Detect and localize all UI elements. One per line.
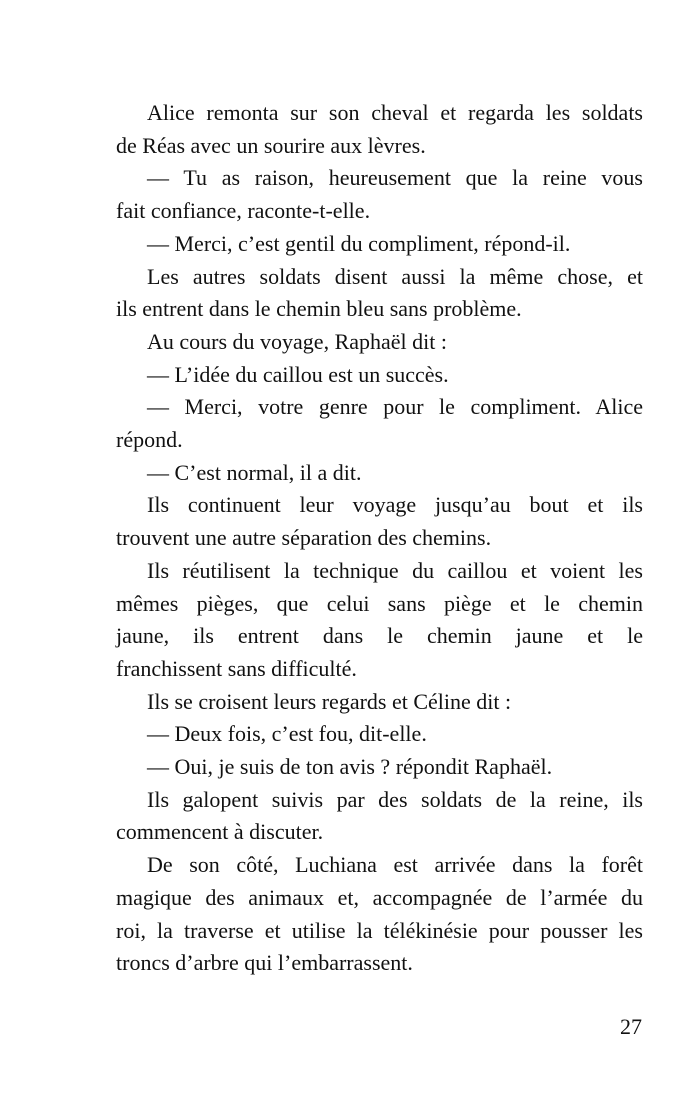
paragraph — [116, 489, 643, 554]
text-line: fait confiance, raconte-t-elle. — [116, 198, 371, 224]
text-line: trouvent une autre séparation des chemins. — [116, 525, 492, 551]
page-body-text — [116, 97, 643, 980]
paragraph — [116, 784, 643, 849]
text-line: — Merci, votre genre pour le compliment. Alice — [147, 394, 643, 420]
text-line: — Oui, je suis de ton avis ? répondit Raphaël. — [147, 754, 553, 780]
text-line: Ils galopent suivis par des soldats de la reine, ils — [147, 786, 643, 812]
paragraph — [116, 228, 643, 261]
text-line: ils entrent dans le chemin bleu sans problème. — [116, 296, 522, 322]
paragraph — [116, 686, 643, 719]
text-line: Alice remonta sur son cheval et regarda les soldats — [147, 100, 643, 125]
paragraph — [116, 718, 643, 751]
paragraph — [116, 326, 643, 359]
text-line: roi, la traverse et utilise la télékinésie pour pousser les — [116, 917, 643, 943]
text-line: Au cours du voyage, Raphaël dit : — [147, 328, 447, 354]
text-line: franchissent sans difficulté. — [116, 655, 357, 681]
paragraph — [116, 555, 643, 686]
text-line: Les autres soldats disent aussi la même chose, et — [147, 263, 643, 289]
text-line: — Merci, c’est gentil du compliment, répond-il. — [147, 230, 571, 256]
text-line: De son côté, Luchiana est arrivée dans la forêt — [147, 852, 643, 878]
paragraph — [116, 391, 643, 456]
text-line: — Tu as raison, heureusement que la reine vous — [147, 165, 643, 191]
text-line: troncs d’arbre qui l’embarrassent. — [116, 950, 413, 976]
paragraph — [116, 97, 643, 162]
page-number: 27 — [620, 1014, 642, 1039]
paragraph — [116, 261, 643, 326]
text-line: magique des animaux et, accompagnée de l’armée du — [116, 884, 643, 910]
text-line: mêmes pièges, que celui sans piège et le chemin — [116, 590, 643, 616]
text-line: Ils se croisent leurs regards et Céline dit : — [147, 688, 512, 714]
text-line: commencent à discuter. — [116, 819, 324, 845]
paragraph — [116, 751, 643, 784]
paragraph — [116, 457, 643, 490]
text-line: — L’idée du caillou est un succès. — [147, 361, 449, 387]
text-line: — C’est normal, il a dit. — [147, 459, 362, 485]
text-line: répond. — [116, 427, 183, 453]
text-line: — Deux fois, c’est fou, dit-elle. — [147, 721, 427, 747]
paragraph — [116, 359, 643, 392]
text-line: de Réas avec un sourire aux lèvres. — [116, 132, 426, 158]
paragraph — [116, 849, 643, 980]
paragraph — [116, 162, 643, 227]
text-line: Ils réutilisent la technique du caillou et voient les — [147, 557, 643, 583]
text-line: jaune, ils entrent dans le chemin jaune et le — [116, 623, 643, 649]
text-line: Ils continuent leur voyage jusqu’au bout et ils — [147, 492, 643, 518]
